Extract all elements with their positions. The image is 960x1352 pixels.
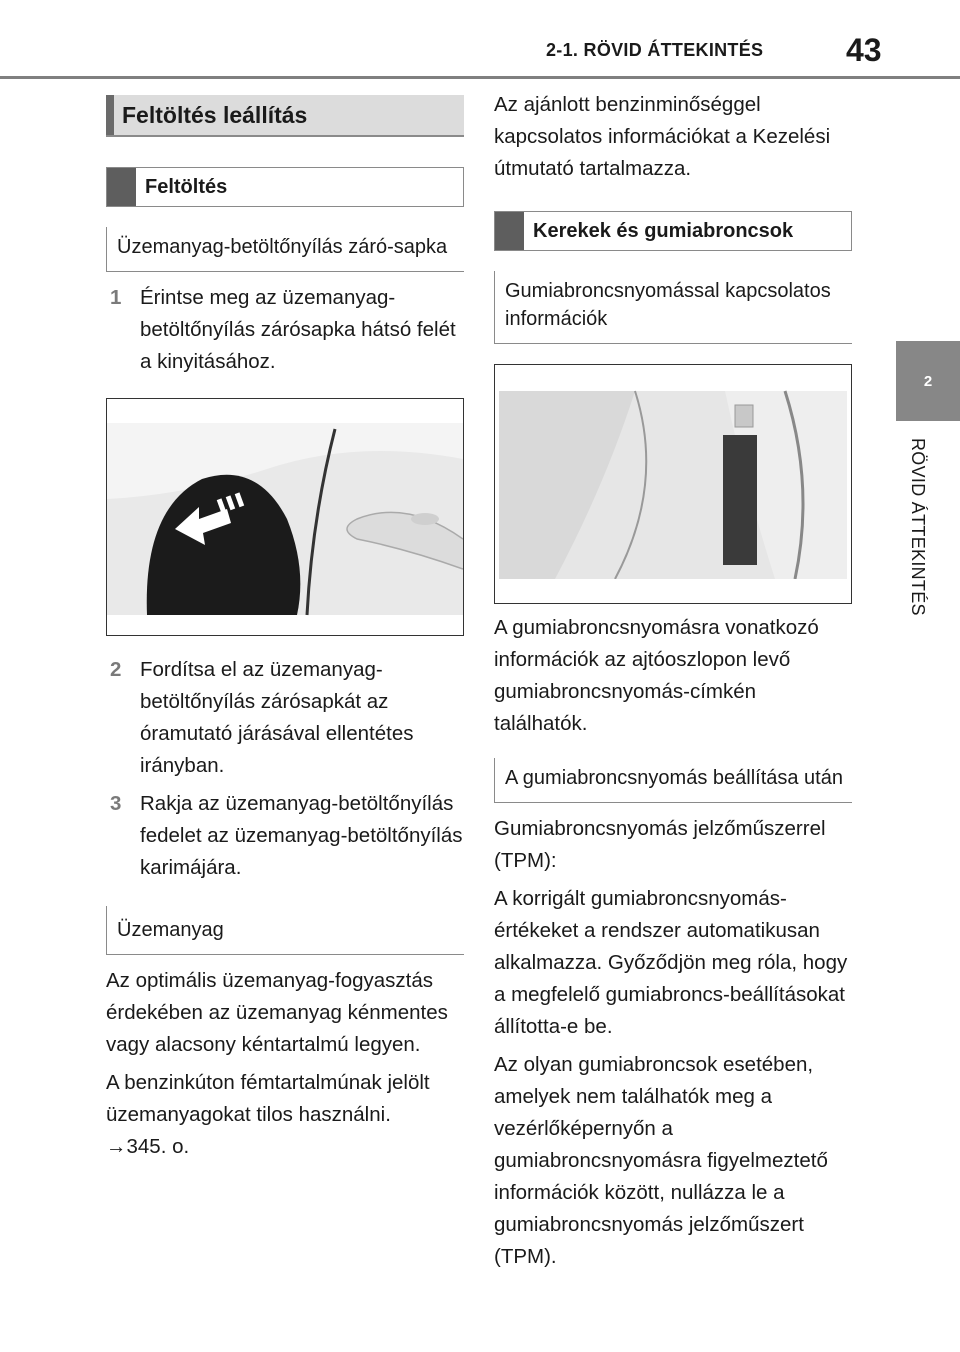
- note-tire-pressure: Gumiabroncsnyomással kapcsolatos információk: [494, 271, 852, 344]
- chapter-side-label: RÖVID ÁTTEKINTÉS: [908, 438, 928, 616]
- page-reference: →345. o.: [106, 1135, 190, 1158]
- step-2: [106, 654, 464, 782]
- step-1: [106, 282, 464, 378]
- paragraph-reset-tpm: Az olyan gumiabroncsok esetében, amelyek nem találhatók meg a vezérlőképernyőn a gumiabroncsnyomásra figyelmeztető információk között, nullázza le a gumiabroncsnyomás jelzőműszert (TPM).: [494, 1053, 828, 1268]
- step-text: Fordítsa el az üzemanyag-betöltőnyílás zárósapkát az óramutató járásával ellentétes irányban.: [140, 658, 414, 777]
- note-after-adjust: A gumiabroncsnyomás beállítása után: [494, 758, 852, 803]
- paragraph-tpm: Gumiabroncsnyomás jelzőműszerrel (TPM):: [494, 817, 826, 872]
- subsection-heading-wheels-tires: [494, 211, 852, 251]
- step-text: Rakja az üzemanyag-betöltőnyílás fedelet az üzemanyag-betöltőnyílás karimájára.: [140, 792, 463, 879]
- subsection-heading-refuel: [106, 167, 464, 207]
- step-number: 3: [110, 792, 122, 815]
- step-text: Érintse meg az üzemanyag-betöltőnyílás zárósapka hátsó felét a kinyitásához.: [140, 286, 456, 373]
- paragraph-corrected-values: A korrigált gumiabroncsnyomás-értékeket a rendszer automatikusan alkalmazza. Győződjön meg róla, hogy a megfelelő gumiabroncs-beállításokat állította-e be.: [494, 887, 848, 1038]
- paragraph-fuel-grade: Az ajánlott benzinminőséggel kapcsolatos információkat a Kezelési útmutató tartalmazza.: [494, 93, 831, 180]
- step-number: 2: [110, 658, 122, 681]
- page-number: 43: [846, 32, 882, 68]
- left-column: [106, 95, 464, 1169]
- right-column: [494, 95, 852, 1279]
- chapter-tab: 2: [896, 341, 960, 421]
- step-number: 1: [110, 286, 122, 309]
- note-fuel: Üzemanyag: [106, 906, 464, 955]
- fuel-cap-illustration: [106, 398, 464, 636]
- subsection-heading-text: Kerekek és gumiabroncsok: [533, 219, 794, 242]
- note-fuel-cap: Üzemanyag-betöltőnyílás záró-sapka: [106, 227, 464, 272]
- header-rule: [0, 76, 960, 79]
- subsection-heading-text: Feltöltés: [145, 175, 228, 198]
- step-3: [106, 788, 464, 884]
- header-title: 2-1. RÖVID ÁTTEKINTÉS: [546, 40, 764, 60]
- paragraph-metallic-fuel: A benzinkúton fémtartalmúnak jelölt üzemanyagokat tilos használni.: [106, 1071, 430, 1126]
- paragraph-fuel-quality: Az optimális üzemanyag-fogyasztás érdekében az üzemanyag kénmentes vagy alacsony kéntartalmú legyen.: [106, 969, 448, 1056]
- paragraph-tire-label: A gumiabroncsnyomásra vonatkozó információk az ajtóoszlopon levő gumiabroncsnyomás-címkén találhatók.: [494, 616, 819, 735]
- section-heading-text: Feltöltés leállítás: [122, 101, 308, 128]
- section-heading-stop-refuel: [106, 95, 464, 137]
- door-pillar-label-illustration: [494, 364, 852, 604]
